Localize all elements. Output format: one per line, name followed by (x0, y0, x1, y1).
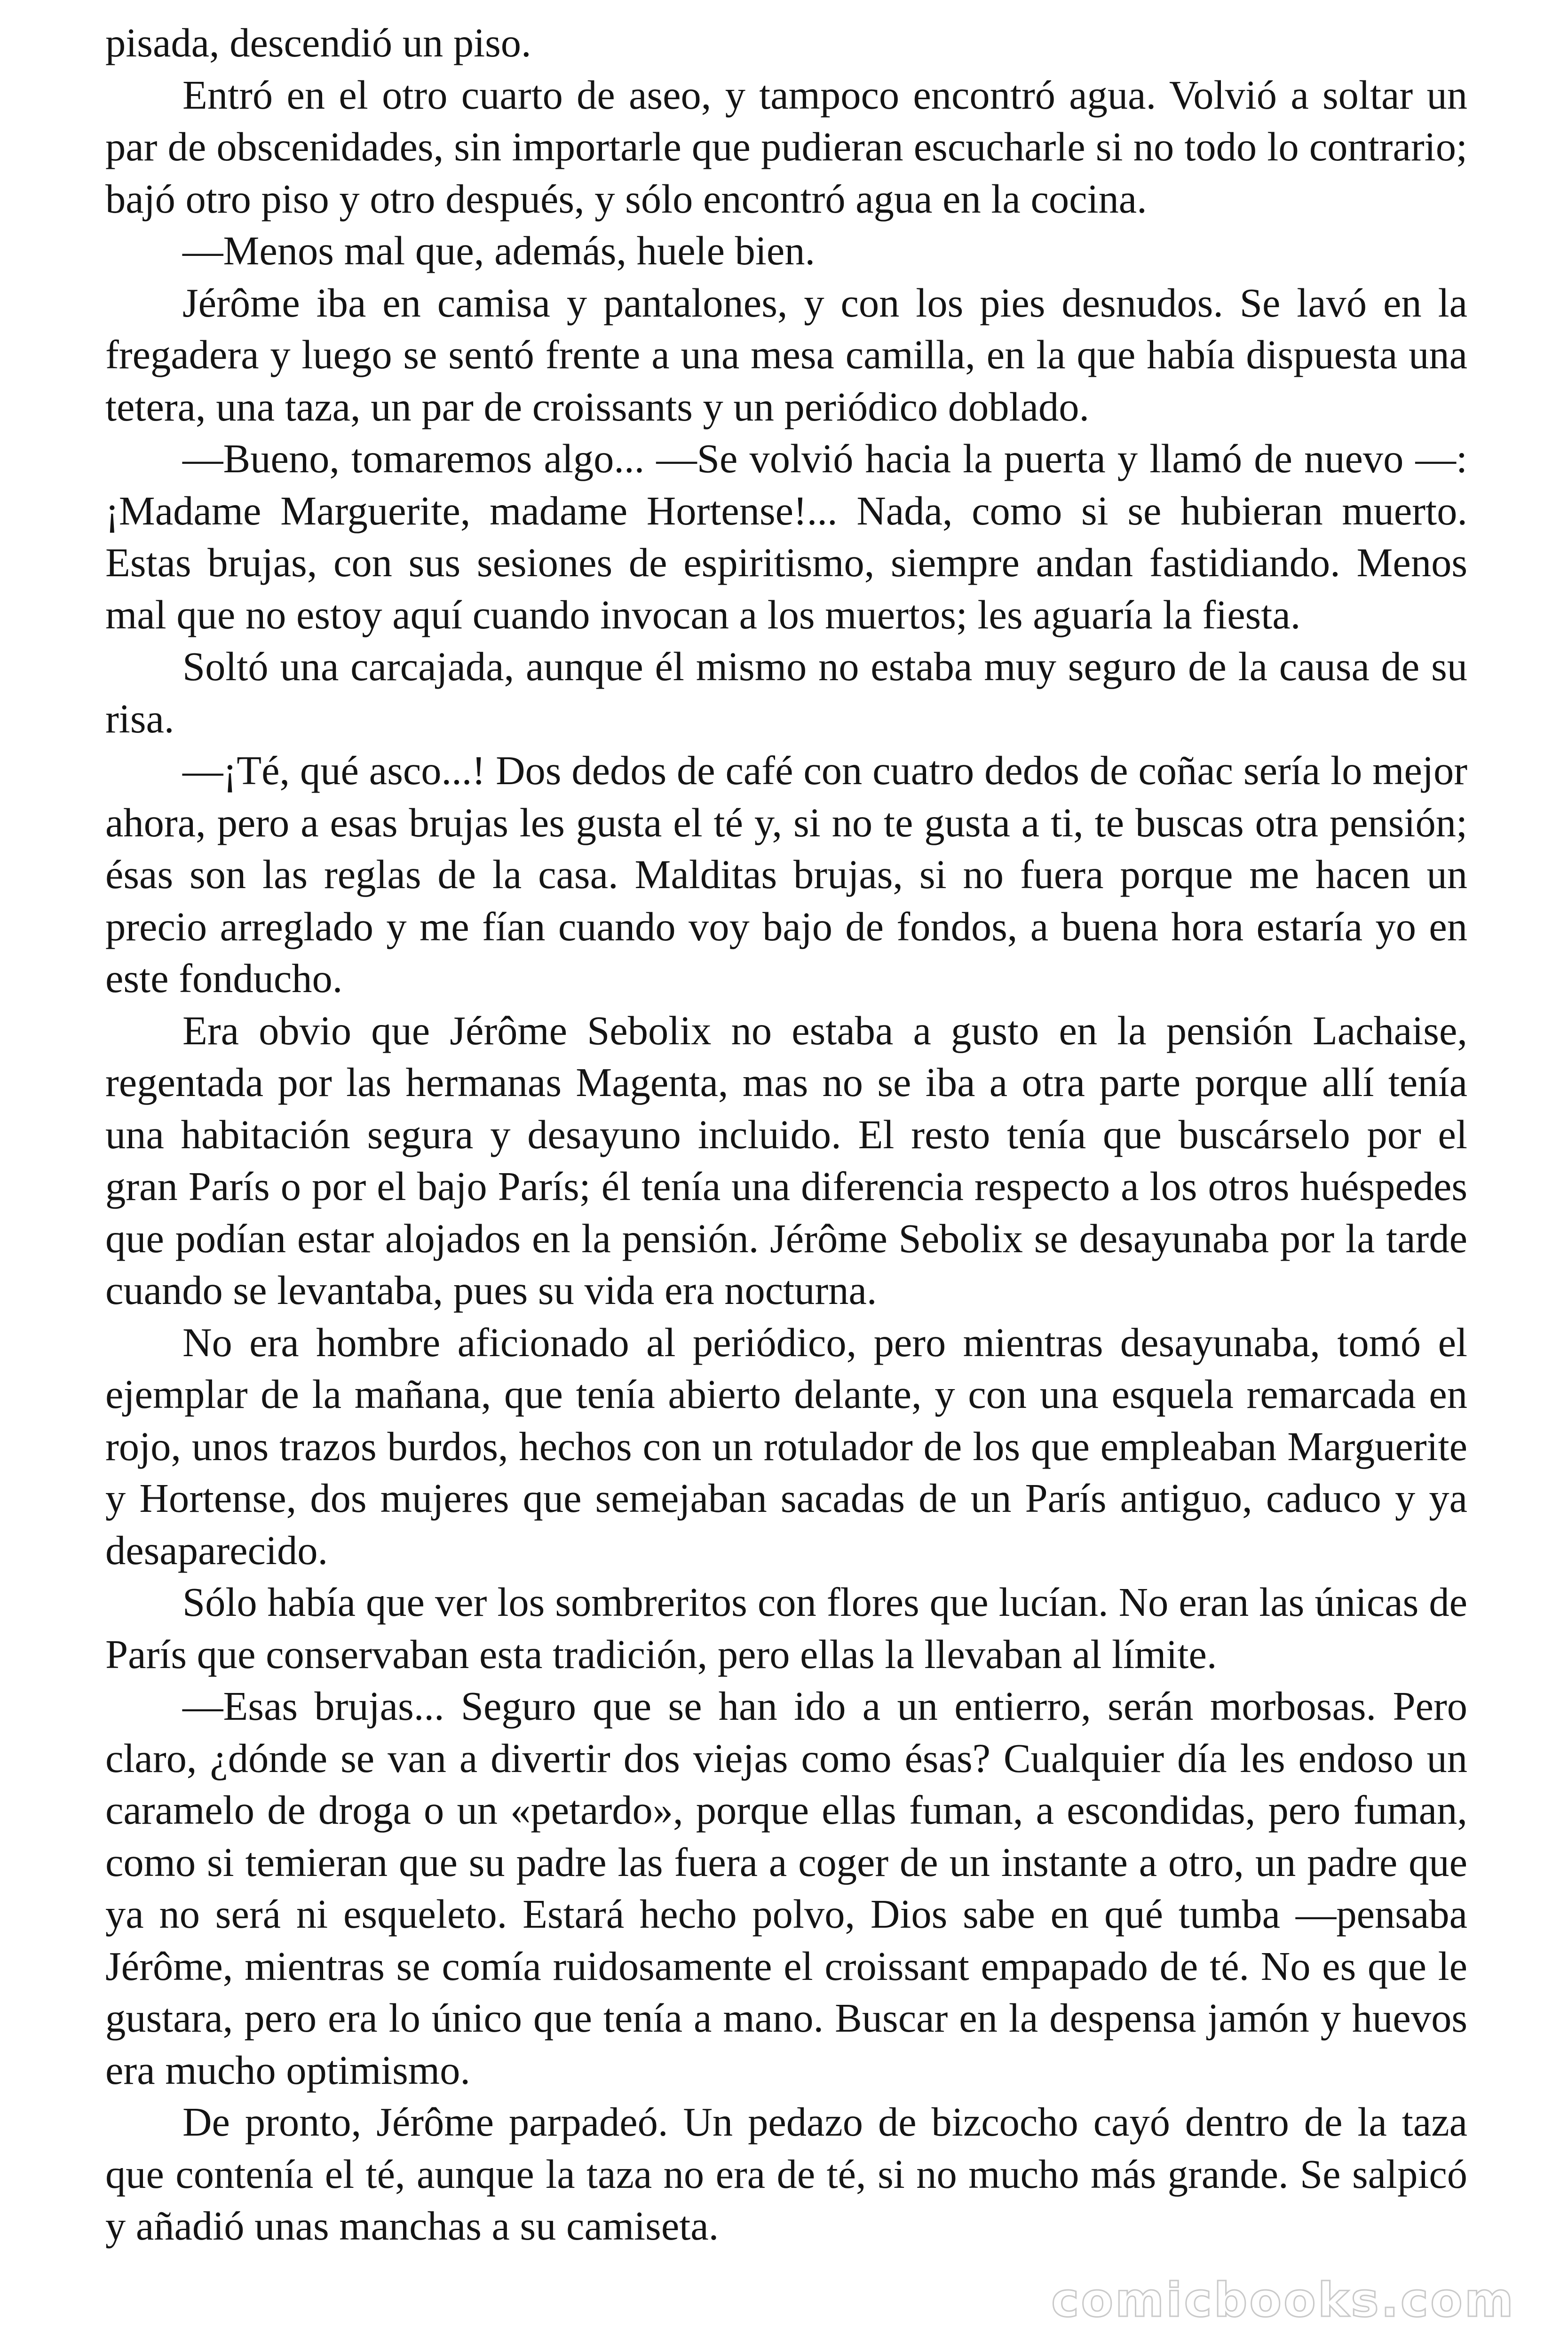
paragraph-1: pisada, descendió un piso. (105, 20, 531, 65)
paragraph-8: Era obvio que Jérôme Sebolix no estaba a gusto en la pensión Lachaise, regentada por las hermanas Magenta, mas no se iba a otra parte porque allí tenía una habitación segura y desayuno incluido. El resto tenía que buscárselo por el gran París o por el bajo París; él tenía una diferencia respecto a los otros huéspedes que podían estar alojados en la pensión. Jérôme Sebolix se desayunaba por la tarde cuando se levantaba, pues su vida era nocturna. (105, 1008, 1467, 1313)
watermark: comicbooks.com (1051, 2273, 1515, 2328)
paragraph-3: —Menos mal que, además, huele bien. (182, 228, 816, 273)
paragraph-11: —Esas brujas... Seguro que se han ido a un entierro, serán morbosas. Pero claro, ¿dónde se van a divertir dos viejas como ésas? Cualquier día les endoso un caramelo de droga o un «petardo», porque ellas fuman, a escondidas, pero fuman, como si temieran que su padre las fuera a coger de un instante a otro, un padre que ya no será ni esqueleto. Estará hecho polvo, Dios sabe en qué tumba —pensaba Jérôme, mientras se comía ruidosamente el croissant empapado de té. No es que le gustara, pero era lo único que tenía a mano. Buscar en la despensa jamón y huevos era mucho optimismo. (105, 1684, 1467, 2093)
paragraph-10: Sólo había que ver los sombreritos con flores que lucían. No eran las únicas de París que conservaban esta tradición, pero ellas la llevaban al límite. (105, 1580, 1467, 1677)
paragraph-7: —¡Té, qué asco...! Dos dedos de café con cuatro dedos de coñac sería lo mejor ahora, pero a esas brujas les gusta el té y, si no te gusta a ti, te buscas otra pensión; ésas son las reglas de la casa. Malditas brujas, si no fuera porque me hacen un precio arreglado y me fían cuando voy bajo de fondos, a buena hora estaría yo en este fonducho. (105, 748, 1467, 1001)
paragraph-6: Soltó una carcajada, aunque él mismo no estaba muy seguro de la causa de su risa. (105, 644, 1467, 741)
paragraph-4: Jérôme iba en camisa y pantalones, y con los pies desnudos. Se lavó en la fregadera y luego se sentó frente a una mesa camilla, en la que había dispuesta una tetera, una taza, un par de croissants y un periódico doblado. (105, 280, 1467, 429)
paragraph-2: Entró en el otro cuarto de aseo, y tampoco encontró agua. Volvió a soltar un par de obscenidades, sin importarle que pudieran escucharle si no todo lo contrario; bajó otro piso y otro después, y sólo encontró agua en la cocina. (105, 72, 1467, 222)
paragraph-12: De pronto, Jérôme parpadeó. Un pedazo de bizcocho cayó dentro de la taza que contenía el té, aunque la taza no era de té, si no mucho más grande. Se salpicó y añadió unas manchas a su camiseta. (105, 2099, 1467, 2249)
paragraph-9: No era hombre aficionado al periódico, pero mientras desayunaba, tomó el ejemplar de la mañana, que tenía abierto delante, y con una esquela remarcada en rojo, unos trazos burdos, hechos con un rotulador de los que empleaban Marguerite y Hortense, dos mujeres que semejaban sacadas de un París antiguo, caduco y ya desaparecido. (105, 1319, 1467, 1573)
paragraph-5: —Bueno, tomaremos algo... —Se volvió hacia la puerta y llamó de nuevo —: ¡Madame Marguerite, madame Hortense!... Nada, como si se hubieran muerto. Estas brujas, con sus sesiones de espiritismo, siempre andan fastidiando. Menos mal que no estoy aquí cuando invocan a los muertos; les aguaría la fiesta. (105, 436, 1467, 637)
page-body (105, 17, 1467, 2252)
